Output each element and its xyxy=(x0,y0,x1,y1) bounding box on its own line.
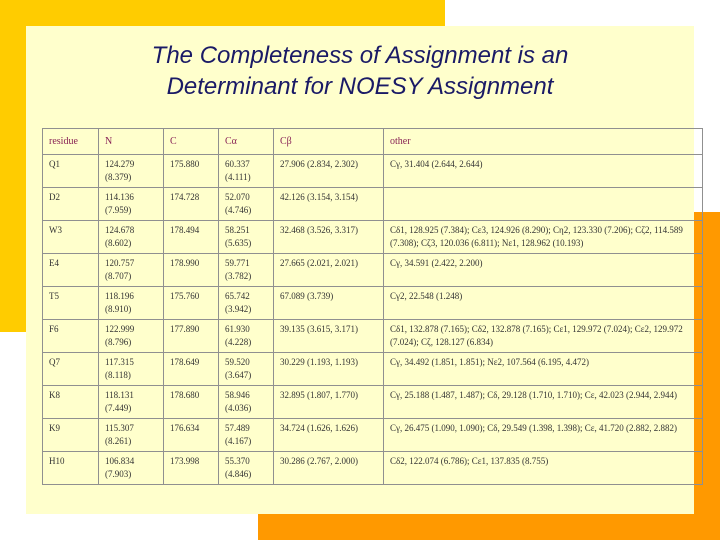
n-shift-cell xyxy=(99,221,164,254)
other-shifts-cell xyxy=(384,320,703,353)
table-row xyxy=(43,353,703,386)
residue-cell: D2 xyxy=(49,192,60,202)
other-shifts: Cγ2, 22.548 (1.248) xyxy=(390,291,463,301)
n-shift: 124.279 xyxy=(105,159,135,169)
n-shift: 122.999 xyxy=(105,324,135,334)
cb-shift: 34.724 (1.626, 1.626) xyxy=(280,423,358,433)
cb-shift: 27.665 (2.021, 2.021) xyxy=(280,258,358,268)
table-row xyxy=(43,452,703,485)
cb-shift: 67.089 (3.739) xyxy=(280,291,334,301)
ca-h-shift: (4.111) xyxy=(225,172,251,182)
n-shift: 115.307 xyxy=(105,423,134,433)
ca-shift: 60.337 xyxy=(225,159,250,169)
n-shift-cell xyxy=(99,452,164,485)
n-shift: 124.678 xyxy=(105,225,135,235)
n-h-shift: (8.707) xyxy=(105,271,132,281)
ca-shift: 52.070 xyxy=(225,192,250,202)
assignment-table xyxy=(42,128,703,485)
n-shift: 120.757 xyxy=(105,258,135,268)
ca-shift: 59.520 xyxy=(225,357,250,367)
header-residue: residue xyxy=(43,129,99,155)
slide-title-line2: Determinant for NOESY Assignment xyxy=(166,73,554,100)
residue-cell-cell xyxy=(43,320,99,353)
other-shifts-cell xyxy=(384,155,703,188)
table-row xyxy=(43,221,703,254)
ca-shift-cell xyxy=(219,452,274,485)
table-row xyxy=(43,419,703,452)
ca-shift: 55.370 xyxy=(225,456,250,466)
n-shift-cell xyxy=(99,188,164,221)
ca-shift-cell xyxy=(219,188,274,221)
cb-shift-cell xyxy=(274,353,384,386)
ca-h-shift: (5.635) xyxy=(225,238,252,248)
c-shift: 177.890 xyxy=(170,324,200,334)
cb-shift-cell xyxy=(274,188,384,221)
c-shift-cell xyxy=(164,320,219,353)
c-shift: 175.880 xyxy=(170,159,200,169)
c-shift: 175.760 xyxy=(170,291,200,301)
c-shift-cell xyxy=(164,353,219,386)
n-shift-cell xyxy=(99,320,164,353)
cb-shift-cell xyxy=(274,155,384,188)
c-shift: 178.649 xyxy=(170,357,200,367)
other-shifts: Cδ2, 122.074 (6.786); Cε1, 137.835 (8.755) xyxy=(390,456,549,466)
ca-shift: 58.251 xyxy=(225,225,250,235)
residue-cell-cell xyxy=(43,452,99,485)
residue-cell-cell xyxy=(43,188,99,221)
table-row xyxy=(43,386,703,419)
n-shift: 114.136 xyxy=(105,192,134,202)
slide-title xyxy=(26,40,694,102)
ca-shift-cell xyxy=(219,221,274,254)
n-h-shift: (8.261) xyxy=(105,436,132,446)
n-h-shift: (8.118) xyxy=(105,370,131,380)
cb-shift: 39.135 (3.615, 3.171) xyxy=(280,324,358,334)
cb-shift-cell xyxy=(274,221,384,254)
header-c: C xyxy=(164,129,219,155)
residue-cell: F6 xyxy=(49,324,59,334)
n-shift-cell xyxy=(99,386,164,419)
table-body xyxy=(43,155,703,485)
n-shift: 117.315 xyxy=(105,357,134,367)
cb-shift-cell xyxy=(274,386,384,419)
ca-shift-cell xyxy=(219,254,274,287)
other-shifts: Cγ, 26.475 (1.090, 1.090); Cδ, 29.549 (1.398, 1.398); Cε, 41.720 (2.882, 2.882) xyxy=(390,423,677,433)
table-row xyxy=(43,155,703,188)
c-shift: 176.634 xyxy=(170,423,200,433)
residue-cell-cell xyxy=(43,287,99,320)
n-shift-cell xyxy=(99,419,164,452)
other-shifts-cell xyxy=(384,221,703,254)
ca-shift: 57.489 xyxy=(225,423,250,433)
other-shifts-cell xyxy=(384,353,703,386)
residue-cell-cell xyxy=(43,254,99,287)
ca-h-shift: (3.647) xyxy=(225,370,252,380)
residue-cell-cell xyxy=(43,419,99,452)
ca-shift: 61.930 xyxy=(225,324,250,334)
residue-cell: T5 xyxy=(49,291,59,301)
c-shift-cell xyxy=(164,188,219,221)
ca-shift-cell xyxy=(219,419,274,452)
n-shift-cell xyxy=(99,353,164,386)
n-shift-cell xyxy=(99,254,164,287)
cb-shift-cell xyxy=(274,254,384,287)
header-n: N xyxy=(99,129,164,155)
c-shift-cell xyxy=(164,155,219,188)
residue-cell: K9 xyxy=(49,423,60,433)
table-row xyxy=(43,188,703,221)
c-shift: 178.494 xyxy=(170,225,200,235)
ca-h-shift: (4.167) xyxy=(225,436,252,446)
cb-shift: 30.229 (1.193, 1.193) xyxy=(280,357,358,367)
ca-h-shift: (4.036) xyxy=(225,403,252,413)
n-h-shift: (8.602) xyxy=(105,238,132,248)
residue-cell-cell xyxy=(43,221,99,254)
ca-shift: 65.742 xyxy=(225,291,250,301)
other-shifts-cell xyxy=(384,386,703,419)
header-cb: Cβ xyxy=(274,129,384,155)
cb-shift: 42.126 (3.154, 3.154) xyxy=(280,192,358,202)
ca-h-shift: (3.942) xyxy=(225,304,252,314)
cb-shift-cell xyxy=(274,320,384,353)
n-shift: 118.131 xyxy=(105,390,134,400)
residue-cell: Q7 xyxy=(49,357,60,367)
ca-h-shift: (4.228) xyxy=(225,337,252,347)
c-shift: 173.998 xyxy=(170,456,200,466)
n-h-shift: (8.910) xyxy=(105,304,132,314)
ca-h-shift: (4.746) xyxy=(225,205,252,215)
other-shifts: Cδ1, 132.878 (7.165); Cδ2, 132.878 (7.165); Cε1, 129.972 (7.024); Cε2, 129.972 (7.024); Cζ, 128.127 (6.834) xyxy=(390,324,683,347)
cb-shift: 32.895 (1.807, 1.770) xyxy=(280,390,358,400)
table-row xyxy=(43,287,703,320)
residue-cell: H10 xyxy=(49,456,65,466)
table-row xyxy=(43,320,703,353)
ca-shift-cell xyxy=(219,320,274,353)
residue-cell: Q1 xyxy=(49,159,60,169)
n-shift: 118.196 xyxy=(105,291,134,301)
c-shift-cell xyxy=(164,386,219,419)
n-h-shift: (7.903) xyxy=(105,469,132,479)
ca-h-shift: (4.846) xyxy=(225,469,252,479)
c-shift-cell xyxy=(164,287,219,320)
slide-title-line1: The Completeness of Assignment is an xyxy=(151,42,569,69)
other-shifts: Cγ, 25.188 (1.487, 1.487); Cδ, 29.128 (1.710, 1.710); Cε, 42.023 (2.944, 2.944) xyxy=(390,390,677,400)
ca-shift: 58.946 xyxy=(225,390,250,400)
ca-shift-cell xyxy=(219,353,274,386)
cb-shift: 32.468 (3.526, 3.317) xyxy=(280,225,358,235)
ca-h-shift: (3.782) xyxy=(225,271,252,281)
c-shift-cell xyxy=(164,254,219,287)
c-shift-cell xyxy=(164,221,219,254)
c-shift: 174.728 xyxy=(170,192,200,202)
residue-cell-cell xyxy=(43,155,99,188)
other-shifts: Cδ1, 128.925 (7.384); Cε3, 124.926 (8.290); Cη2, 123.330 (7.206); Cζ2, 114.589 (7.308); Cζ3, 120.036 (6.811); Nε1, 128.962 (10.193) xyxy=(390,225,683,248)
other-shifts-cell xyxy=(384,419,703,452)
cb-shift-cell xyxy=(274,452,384,485)
other-shifts-cell xyxy=(384,188,703,221)
header-ca: Cα xyxy=(219,129,274,155)
n-h-shift: (8.796) xyxy=(105,337,132,347)
header-other: other xyxy=(384,129,703,155)
n-h-shift: (8.379) xyxy=(105,172,132,182)
other-shifts: Cγ, 34.591 (2.422, 2.200) xyxy=(390,258,483,268)
residue-cell-cell xyxy=(43,386,99,419)
n-shift-cell xyxy=(99,155,164,188)
table-header-row xyxy=(43,129,703,155)
c-shift: 178.680 xyxy=(170,390,200,400)
other-shifts: Cγ, 31.404 (2.644, 2.644) xyxy=(390,159,483,169)
other-shifts: Cγ, 34.492 (1.851, 1.851); Nε2, 107.564 (6.195, 4.472) xyxy=(390,357,589,367)
cb-shift-cell xyxy=(274,287,384,320)
ca-shift-cell xyxy=(219,155,274,188)
c-shift-cell xyxy=(164,419,219,452)
cb-shift-cell xyxy=(274,419,384,452)
c-shift: 178.990 xyxy=(170,258,200,268)
other-shifts-cell xyxy=(384,254,703,287)
residue-cell: W3 xyxy=(49,225,62,235)
ca-shift-cell xyxy=(219,287,274,320)
other-shifts-cell xyxy=(384,452,703,485)
residue-cell: K8 xyxy=(49,390,60,400)
n-shift: 106.834 xyxy=(105,456,135,466)
cb-shift: 30.286 (2.767, 2.000) xyxy=(280,456,358,466)
ca-shift: 59.771 xyxy=(225,258,250,268)
n-h-shift: (7.449) xyxy=(105,403,132,413)
other-shifts-cell xyxy=(384,287,703,320)
cb-shift: 27.906 (2.834, 2.302) xyxy=(280,159,358,169)
residue-cell-cell xyxy=(43,353,99,386)
residue-cell: E4 xyxy=(49,258,59,268)
c-shift-cell xyxy=(164,452,219,485)
n-shift-cell xyxy=(99,287,164,320)
n-h-shift: (7.959) xyxy=(105,205,132,215)
ca-shift-cell xyxy=(219,386,274,419)
table-row xyxy=(43,254,703,287)
